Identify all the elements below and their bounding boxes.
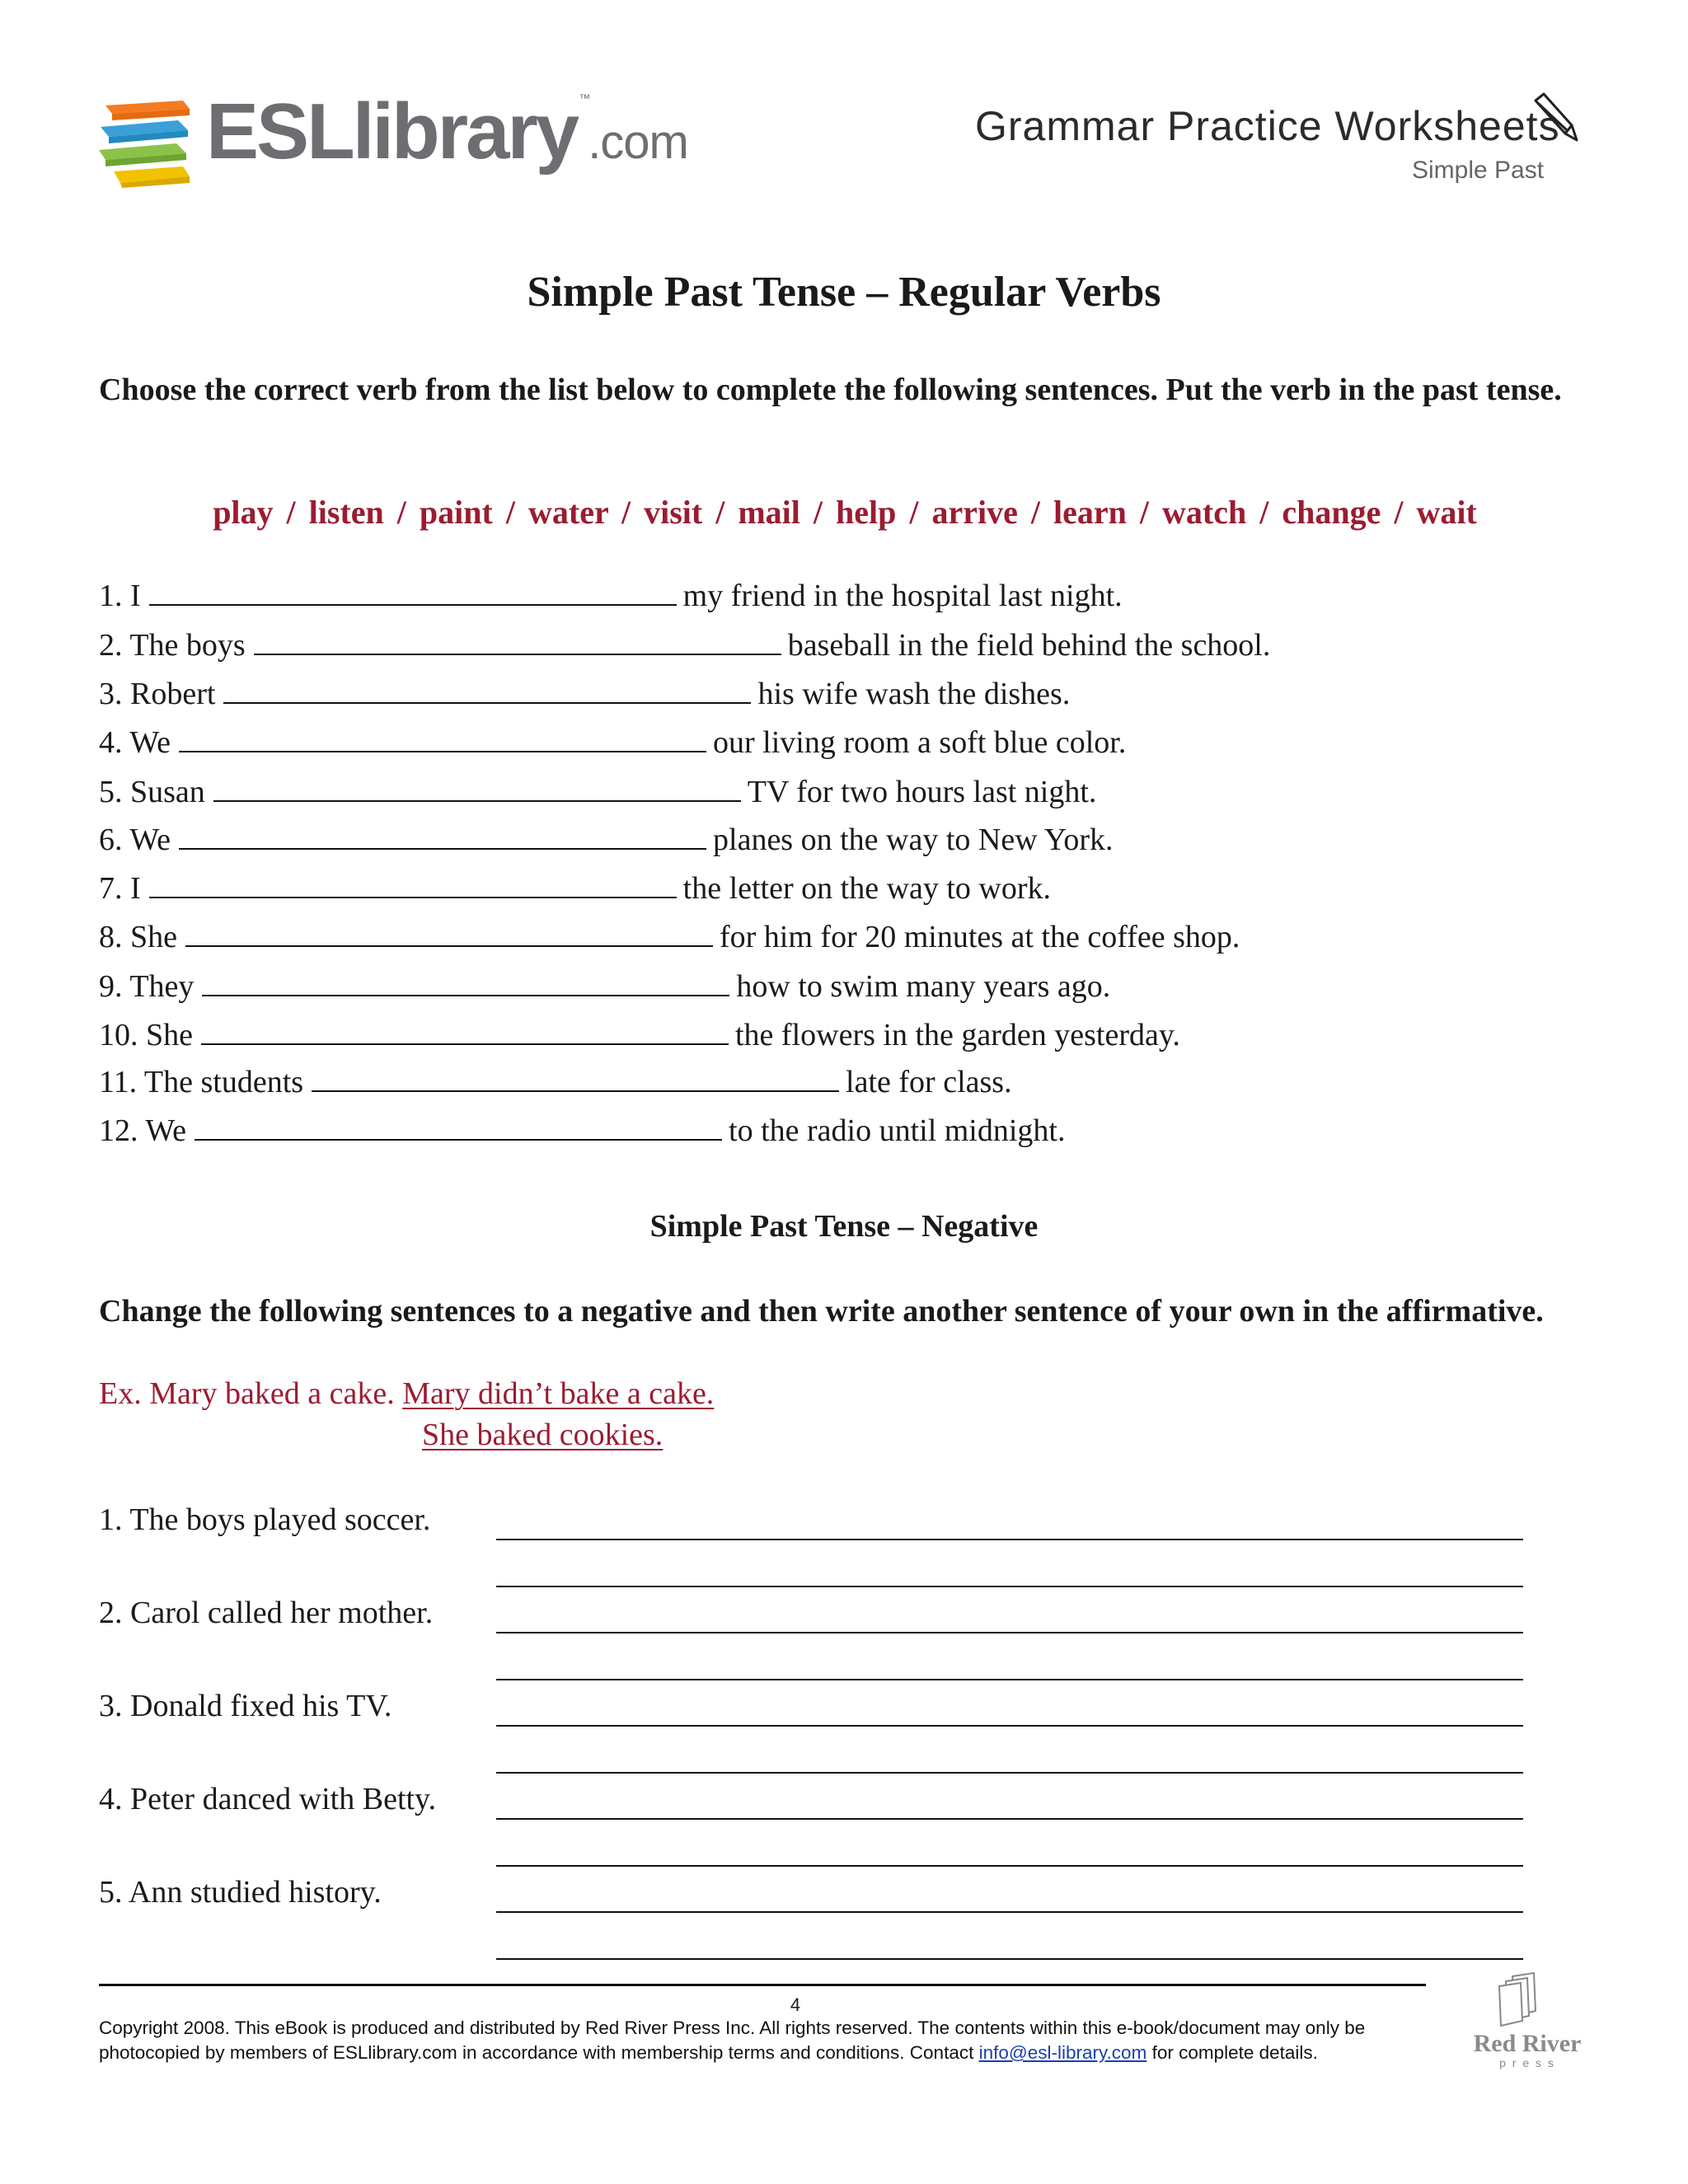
item-prefix: 1. I xyxy=(99,579,141,613)
verb-option: visit xyxy=(644,494,703,531)
fill-in-item xyxy=(99,675,1070,713)
item-prefix: 5. Susan xyxy=(99,775,205,809)
publisher-pages-icon xyxy=(1470,1970,1585,2027)
fill-in-item xyxy=(99,869,1051,907)
answer-blank[interactable] xyxy=(213,774,741,802)
section2-title: Simple Past Tense – Negative xyxy=(649,1209,1039,1244)
answer-line[interactable] xyxy=(496,1725,1523,1727)
fill-in-item xyxy=(99,577,1123,615)
verb-separator: / xyxy=(396,494,406,531)
item-suffix: for him for 20 minutes at the coffee shop. xyxy=(720,920,1240,954)
answer-blank[interactable] xyxy=(179,724,706,752)
item-suffix: baseball in the field behind the school. xyxy=(787,628,1271,663)
answer-line[interactable] xyxy=(496,1958,1523,1960)
series-title: Grammar Practice Worksheets xyxy=(975,103,1560,149)
fill-in-item xyxy=(99,773,1096,811)
item-prefix: 6. We xyxy=(99,823,171,857)
item-prefix: 7. I xyxy=(99,871,141,906)
pencil-icon xyxy=(1529,89,1578,143)
fill-in-item xyxy=(99,821,1114,859)
example-affirmative: She baked cookies. xyxy=(422,1418,663,1452)
item-prefix: 10. She xyxy=(99,1018,193,1052)
verb-separator: / xyxy=(505,494,515,531)
answer-line[interactable] xyxy=(496,1632,1523,1633)
item-prefix: 8. She xyxy=(99,920,177,954)
negative-item: 2. Carol called her mother. xyxy=(99,1596,434,1630)
item-prefix: 3. Robert xyxy=(99,677,216,711)
verb-option: mail xyxy=(738,494,800,531)
publisher-name: Red River xyxy=(1473,2030,1582,2057)
answer-blank[interactable] xyxy=(201,1017,729,1045)
fill-in-item xyxy=(99,1063,1012,1101)
fill-in-item xyxy=(99,968,1110,1005)
verb-separator: / xyxy=(909,494,919,531)
verb-separator: / xyxy=(1139,494,1150,531)
fill-in-item xyxy=(99,1016,1180,1054)
section2-instructions: Change the following sentences to a negative and then write another sentence of your own in the affirmative. xyxy=(99,1294,1544,1329)
verb-separator: / xyxy=(1259,494,1269,531)
answer-line[interactable] xyxy=(496,1818,1523,1820)
brand-logo xyxy=(206,87,688,176)
negative-item: 5. Ann studied history. xyxy=(99,1875,382,1910)
item-suffix: to the radio until midnight. xyxy=(729,1113,1066,1148)
section1-instructions: Choose the correct verb from the list below to complete the following sentences. Put the verb in the past tense. xyxy=(99,373,1562,407)
verb-bank xyxy=(99,493,1591,532)
item-suffix: our living room a soft blue color. xyxy=(713,725,1127,760)
verb-option: help xyxy=(836,494,897,531)
verb-separator: / xyxy=(715,494,725,531)
example-negative: Mary didn’t bake a cake. xyxy=(402,1376,715,1411)
red-river-press-logo xyxy=(1470,1970,1585,2073)
item-suffix: how to swim many years ago. xyxy=(736,969,1111,1004)
example-affirmative-line xyxy=(422,1414,663,1455)
negative-item: 3. Donald fixed his TV. xyxy=(99,1689,392,1723)
verb-option: arrive xyxy=(931,494,1018,531)
verb-separator: / xyxy=(1030,494,1041,531)
answer-blank[interactable] xyxy=(149,578,677,606)
answer-blank[interactable] xyxy=(202,968,729,996)
item-prefix: 12. We xyxy=(99,1113,187,1148)
example-prefix: Ex. Mary baked a cake. xyxy=(99,1376,395,1411)
copyright-text-2: for complete details. xyxy=(1146,2042,1318,2063)
fill-in-item xyxy=(99,1112,1065,1150)
item-prefix: 2. The boys xyxy=(99,628,246,663)
item-suffix: my friend in the hospital last night. xyxy=(682,579,1123,613)
brand-logo-main: ESLlibrary xyxy=(206,87,578,176)
verb-option: learn xyxy=(1053,494,1127,531)
answer-line[interactable] xyxy=(496,1772,1523,1774)
footer-divider xyxy=(99,1984,1426,1986)
example-line xyxy=(99,1373,714,1414)
item-suffix: the flowers in the garden yesterday. xyxy=(735,1018,1180,1052)
answer-blank[interactable] xyxy=(254,627,781,655)
answer-blank[interactable] xyxy=(179,822,706,850)
item-suffix: the letter on the way to work. xyxy=(682,871,1052,906)
verb-separator: / xyxy=(813,494,823,531)
verb-option: paint xyxy=(419,494,493,531)
verb-option: watch xyxy=(1162,494,1247,531)
brand-logo-suffix: .com xyxy=(588,115,688,169)
answer-blank[interactable] xyxy=(185,919,713,947)
item-suffix: his wife wash the dishes. xyxy=(757,677,1071,711)
fill-in-item xyxy=(99,626,1270,664)
verb-separator: / xyxy=(1394,494,1404,531)
answer-line[interactable] xyxy=(496,1679,1523,1680)
item-prefix: 9. They xyxy=(99,969,195,1004)
answer-line[interactable] xyxy=(496,1539,1523,1540)
answer-blank[interactable] xyxy=(312,1064,839,1092)
verb-option: play xyxy=(213,494,274,531)
contact-email-link[interactable]: info@esl-library.com xyxy=(978,2042,1147,2063)
publisher-sub: p r e s s xyxy=(1499,2056,1555,2069)
answer-blank[interactable] xyxy=(195,1113,722,1141)
page-number: 4 xyxy=(790,1994,801,2015)
verb-option: change xyxy=(1282,494,1381,531)
fill-in-item xyxy=(99,724,1126,762)
answer-line[interactable] xyxy=(496,1586,1523,1587)
verb-option: water xyxy=(528,494,608,531)
item-prefix: 4. We xyxy=(99,725,171,760)
verb-separator: / xyxy=(621,494,631,531)
verb-separator: / xyxy=(286,494,296,531)
negative-item: 4. Peter danced with Betty. xyxy=(99,1782,437,1816)
brand-logo-tm: ™ xyxy=(579,91,588,105)
negative-item: 1. The boys played soccer. xyxy=(99,1502,431,1537)
item-suffix: late for class. xyxy=(846,1065,1012,1099)
verb-option: wait xyxy=(1416,494,1477,531)
copyright-text-1: Copyright 2008. This eBook is produced and distributed by Red River Press Inc. All rights reserved. The contents within this e-book/document may only be photocopied by members of ESLlibrary.com in accordance with membership terms and conditions. Contact xyxy=(99,2018,1366,2063)
page-title: Simple Past Tense – Regular Verbs xyxy=(527,269,1161,316)
esl-library-books-icon xyxy=(97,97,195,190)
copyright-notice xyxy=(99,2016,1451,2065)
item-suffix: TV for two hours last night. xyxy=(747,775,1097,809)
topic-label: Simple Past xyxy=(1412,157,1545,184)
item-prefix: 11. The students xyxy=(99,1065,304,1099)
verb-option: listen xyxy=(308,494,384,531)
answer-blank[interactable] xyxy=(149,870,677,898)
answer-blank[interactable] xyxy=(223,676,751,704)
answer-line[interactable] xyxy=(496,1911,1523,1913)
answer-line[interactable] xyxy=(496,1865,1523,1867)
item-suffix: planes on the way to New York. xyxy=(713,823,1114,857)
fill-in-item xyxy=(99,918,1240,956)
